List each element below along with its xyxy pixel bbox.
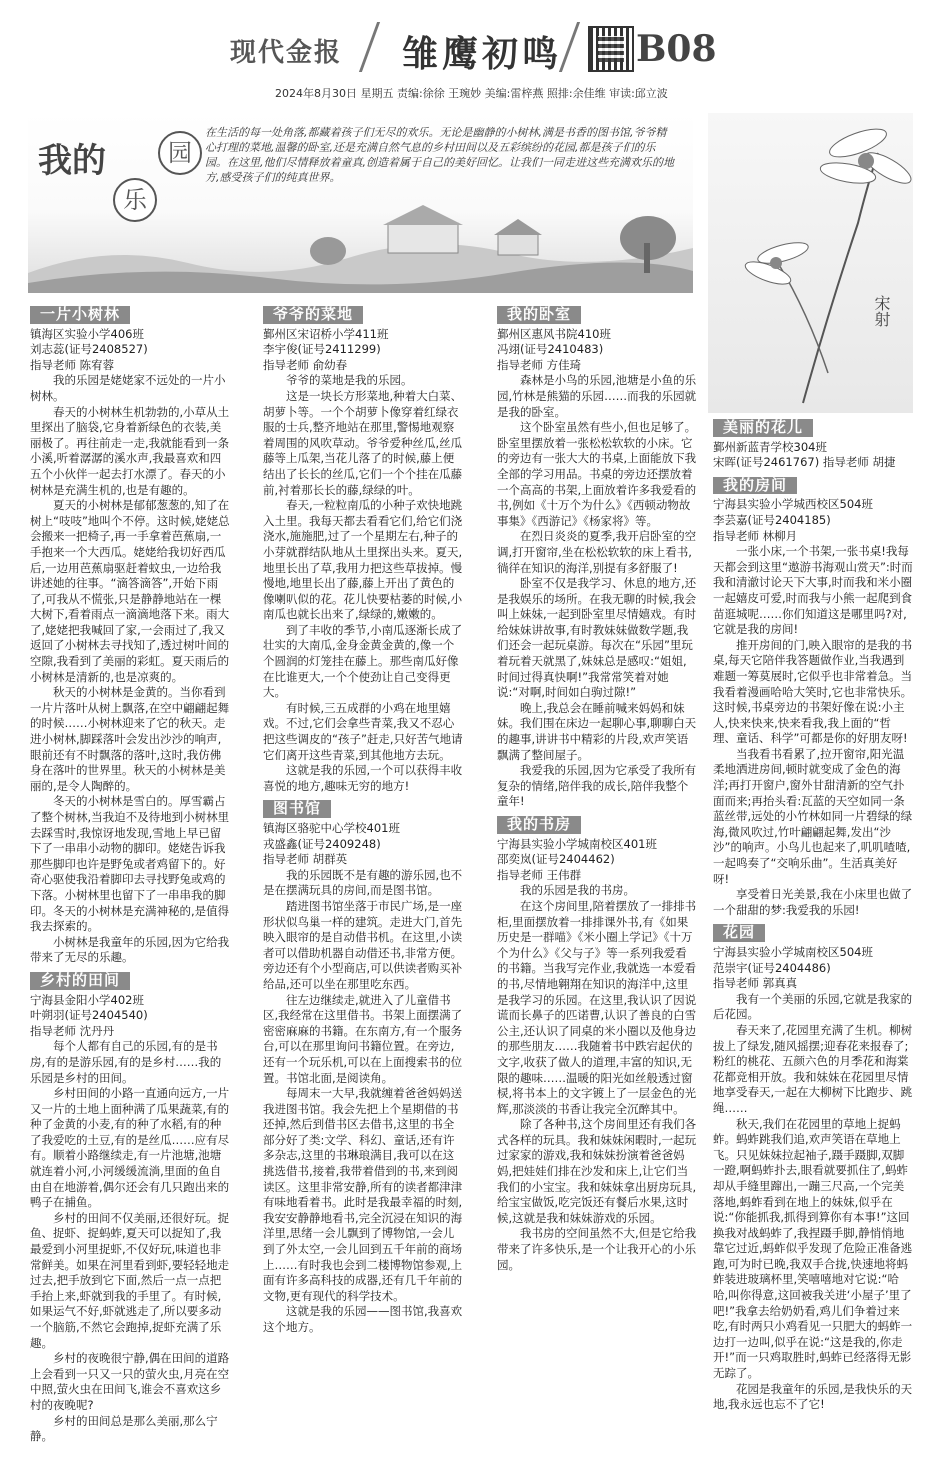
newspaper-name: 现代金报 — [230, 38, 343, 68]
paragraph: 我的乐园既不是有趣的游乐园,也不是在摆满玩具的房间,而是图书馆。 — [263, 867, 463, 898]
paragraph: 在烈日炎炎的夏季,我开启卧室的空调,打开窗帘,坐在松松软软的床上看书,徜徉在知识的海洋,别提有多舒服了! — [497, 529, 697, 575]
paragraph: 这是一块长方形菜地,种着大白菜、胡萝卜等。一个个胡萝卜像穿着红绿衣服的士兵,整齐地站在那里,警惕地观察着周围的风吹草动。爷爷爱种丝瓜,丝瓜藤等上瓜架,当花儿落了的时候,藤上便结出了长长的丝瓜,它们一个个挂在瓜藤前,衬着那长长的藤,绿绿的叶。 — [263, 388, 463, 497]
banner-title: 我的 — [38, 141, 106, 181]
paragraph: 除了各种书,这个房间里还有我们各式各样的玩具。我和妹妹闲暇时,一起玩过家家的游戏,我和妹妹扮演着爸爸妈妈,把娃娃们排在沙发和床上,让它们当我们的小宝宝。我和妹妹拿出厨房玩具,给宝宝做饭,吃完饭还有餐后水果,这时候,这就是我和妹妹游戏的乐园。 — [497, 1117, 697, 1225]
paragraph: 这就是我的乐园——图书馆,我喜欢这个地方。 — [263, 1304, 463, 1334]
paragraph: 秋天,我们在花园里的草地上捉蚂蚱。蚂蚱跳我们追,欢声笑语在草地上飞。只见妹妹拉起袖子,蹑手蹑脚,双脚一蹬,啊蚂蚱扑去,眼看就要抓住了,蚂蚱却从手缝里蹿出,一蹦三尺高,一个完美落地,蚂蚱看到在地上的妹妹,似乎在说:“你能抓我,抓得到算你有本事!”这回换我对战蚂蚱了,我捏蹑手脚,静悄悄地靠它过近,蚂蚱似乎发现了危险正准备逃跑,可为时已晚,我双手合拢,快速地将蚂蚱装进玻璃杯里,笑嘻嘻地对它说:“哈哈,叫你得意,这回被我关进‘小屋子’里了吧!”我拿去给奶奶看,鸡儿们争着过来吃,有时两只小鸡看见一只肥大的蚂蚱一边打一边叫,似乎在说:“这是我的,你走开!”而一只鸡取胜时,蚂蚱已经落得无影无踪了。 — [713, 1116, 913, 1381]
school: 鄞州新蓝青学校304班 — [713, 439, 827, 454]
page-number: B08 — [636, 28, 717, 70]
teacher: 指导老师 王伟群 — [497, 867, 582, 882]
paragraph: 享受着日光美景,我在小床里也做了一个甜甜的梦:我爱我的乐园! — [713, 887, 913, 917]
column-1 — [30, 300, 230, 1445]
author: 刘志蕊(证号2408527) — [30, 342, 148, 357]
teacher: 指导老师 沈丹丹 — [30, 1023, 115, 1038]
paragraph: 到了丰收的季节,小南瓜逐渐长成了壮实的大南瓜,金身金黄金黄的,像一个个圆润的灯笼挂在藤上。那些南瓜好像在比谁更大,一个个使劲让自己变得更大。 — [263, 622, 463, 700]
paragraph: 秋天的小树林是金黄的。当你看到一片片落叶从树上飘落,在空中翩翩起舞的时候……小树林迎来了它的秋天。走进小树林,脚踩落叶会发出沙沙的响声,眼前还有不时飘落的落叶,这时,我仿佛身在落叶的世界里。秋天的小树林是美丽的,是令人陶醉的。 — [30, 685, 230, 793]
divider — [359, 22, 380, 72]
paragraph: 春天来了,花园里充满了生机。柳树拔上了绿发,随风摇摆;迎春花来报春了;粉红的桃花、五颜六色的月季花和海棠花都竞相开放。我和妹妹在花园里尽情地享受春天,一起在大柳树下比跑步、跳绳…… — [713, 1022, 913, 1115]
paragraph: 乡村的夜晚很宁静,偶在田间的道路上会看到一只又一只的萤火虫,月亮在空中照,萤火虫在田间飞,谁会不喜欢这乡村的夜晚呢? — [30, 1351, 230, 1412]
paragraph: 往左边继续走,就进入了儿童借书区,我经常在这里借书。书架上面摆满了密密麻麻的书籍。在东南方,有一个服务台,可以在那里询问书籍位置。在旁边,还有一个玩乐机,可以在上面搜索书的位置。书馆北面,是阅读角。 — [263, 992, 463, 1085]
paragraph: 卧室不仅是我学习、休息的地方,还是我娱乐的场所。在我无聊的时候,我会叫上妹妹,一起到卧室里尽情嬉戏。有时给妹妹讲故事,有时教妹妹做数学题,我们还会一起玩桌游。每次在“乐园”里玩着玩着天就黑了,妹妹总是感叹:“姐姐,时间过得真快啊!”我常常笑着对她说:“对啊,时间如白驹过隙!” — [497, 576, 697, 700]
paragraph: 晚上,我总会在睡前喊来妈妈和妹妹。我们围在床边一起聊心事,聊聊白天的趣事,讲讲书中精彩的片段,欢声笑语飘满了整间屋子。 — [497, 700, 697, 762]
paragraph: 推开房间的门,映入眼帘的是我的书桌,每天它陪伴我答题做作业,当我遇到难题一筹莫展时,它似乎也非常着急。当我看着漫画哈哈大笑时,它也非常快乐。这时候,书桌旁边的书架好像在说:小主人,快来快来,快来看我,我上面的“哲理、童话、科学”可都是你的好朋友呀! — [713, 637, 913, 746]
article-title: 爷爷的菜地 — [263, 306, 363, 324]
school: 镇海区骆驼中心学校401班 — [263, 821, 400, 835]
banner-title-char: 乐 — [113, 178, 157, 222]
author: 李芸嘉(证号2404185) — [713, 512, 831, 527]
paragraph: 爷爷的菜地是我的乐园。 — [286, 373, 413, 388]
author: 邵奕岚(证号2404462) — [497, 852, 615, 867]
paragraph: 这就是我的乐园,一个可以获得丰收喜悦的地方,趣味无穷的地方! — [263, 763, 463, 793]
paragraph: 森林是小鸟的乐园,池塘是小鱼的乐园,竹林是熊猫的乐园……而我的乐园就是我的卧室。 — [497, 373, 697, 419]
teacher: 指导老师 俞幼春 — [263, 357, 348, 372]
paragraph: 乡村的田间不仅美丽,还很好玩。捉鱼、捉虾、捉蚂蚱,夏天可以捉知了,我最爱到小河里捉虾,不仅好玩,味道也非常鲜美。如果在河里看到虾,要轻轻地走过去,把手放到它下面,然后一点一点把手抬上来,虾就到我的手里了。有时候,如果运气不好,虾就逃走了,所以要多动一个脑筋,不然它会跑掉,捉虾充满了乐趣。 — [30, 1210, 230, 1350]
author: 范崇宇(证号2404486) — [713, 960, 831, 975]
paragraph: 每个人都有自己的乐园,有的是书房,有的是游乐园,有的是乡村……我的乐园是乡村的田间。 — [30, 1039, 222, 1085]
banner-title-char: 园 — [158, 131, 202, 175]
teacher: 指导老师 陈宥蓉 — [30, 357, 115, 372]
article-title: 美丽的花儿 — [713, 419, 813, 437]
paragraph: 踏进图书馆坐落于市民广场,是一座形状似鸟巢一样的建筑。走进大门,首先映入眼帘的是自动借书机。在这里,小读者可以借助机器自动借还书,非常方便。旁边还有个小型商店,可以供读者购买补给品,还可以坐在那里吃东西。 — [263, 898, 463, 991]
paragraph: 冬天的小树林是雪白的。厚雪霸占了整个树林,当我迫不及待地到小树林里去踩雪时,我惊讶地发现,雪地上早已留下了一串串小动物的脚印。姥姥告诉我那些脚印也许是野兔或者鸡留下的。好奇心驱使我沿着脚印去寻找野兔或鸡的下落。小树林里也留下了一串串我的脚印。冬天的小树林是充满神秘的,是值得我去探索的。 — [30, 794, 230, 934]
paragraph: 乡村的田间总是那么美丽,那么宁静。 — [30, 1413, 218, 1444]
editor-meta-line: 2024年8月30日 星期五 责编:徐徐 王琬妙 美编:雷梓燕 照排:余佳维 审读:邱立波 — [275, 87, 668, 100]
paragraph: 这个卧室虽然有些小,但也足够了。卧室里摆放着一张松松软软的小床。它的旁边有一张大大的书桌,上面能放下我全部的学习用品。书桌的旁边还摆放着一个高高的书架,上面放着许多我爱看的书,例如《十万个为什么》《西顿动物故事集》《西游记》《杨家将》等。 — [497, 420, 697, 528]
painting-signature: 宋射 — [872, 295, 891, 327]
paragraph: 一张小床,一个书架,一张书桌!我每天都会到这里“遨游书海观山赏天”:时而我和清澈讨论天下大事,时而我和米小圈一起嬉皮可爱,时而我与小熊一起爬到食苗逛城呢……你们知道这是哪里吗?对,它就是我的房间! — [713, 544, 913, 637]
column-3 — [497, 300, 697, 1273]
school: 鄞州区宋诏桥小学411班 — [263, 326, 389, 341]
teacher: 指导老师 胡群英 — [263, 852, 348, 867]
divider — [559, 22, 580, 72]
paragraph: 我爱我的乐园,因为它承受了我所有复杂的情绪,陪伴我的成长,陪伴我整个童年! — [497, 763, 697, 809]
paragraph: 小树林是我童年的乐园,因为它给我带来了无尽的乐趣。 — [30, 934, 230, 965]
author: 戎盛鑫(证号2409248) — [263, 836, 381, 851]
article-title: 乡村的田间 — [30, 972, 130, 990]
school: 宁海县实验小学城西校区504班 — [713, 497, 873, 512]
paragraph: 我的乐园是姥姥家不远处的一片小树林。 — [30, 373, 226, 403]
paragraph: 我书房的空间虽然不大,但是它给我带来了许多快乐,是一个让我开心的小乐园。 — [497, 1226, 697, 1272]
author: 冯翊(证号2410483) — [497, 342, 604, 357]
article-title: 我的房间 — [713, 477, 797, 495]
article-title: 我的书房 — [497, 816, 581, 834]
paragraph: 夏天的小树林是郁郁葱葱的,知了在树上“吱吱”地叫个不停。这时候,姥姥总会搬来一把椅子,再一手拿着芭蕉扇,一手抱来一个大西瓜。姥姥给我切好西瓜后,一边用芭蕉扇驱赶着蚊虫,一边给我讲述她的往事。“滴答滴答”,开始下雨了,可我从不慌张,只是静静地站在一棵大树下,看着雨点一滴滴地落下来。雨大了,姥姥把我喊回了家,一会雨过了,我又返回了小树林去寻找知了,透过树叶间的空隙,我看到了美丽的彩虹。夏天雨后的小树林是清新的,也是凉爽的。 — [30, 498, 230, 684]
banner-intro-text: 在生活的每一处角落,都藏着孩子们无尽的欢乐。无论是幽静的小树林,满是书香的图书馆,爷爷精心打理的菜地,温馨的卧室,还是充满自然气息的乡村田间以及五彩缤纷的花园,都是孩子们的乐园。在这里,他们尽情释放着童真,创造着属于自己的美好回忆。让我们一同走进这些充满欢乐的地方,感受孩子们的纯真世界。 — [205, 126, 674, 184]
school: 宁海县金阳小学402班 — [30, 992, 144, 1007]
school: 镇海区实验小学406班 — [30, 326, 144, 341]
paragraph: 乡村田间的小路一直通向远方,一片又一片的土地上面种满了瓜果蔬菜,有的种了金黄的小麦,有的种了水稻,有的种了我爱吃的土豆,有的是丝瓜……应有尽有。顺着小路继续走,有一片池塘,池塘就连着小河,小河缓缓流淌,里面的鱼自由自在地游着,偶尔还会有几只跑出来的鸭子在捕鱼。 — [30, 1086, 230, 1210]
paragraph: 花园是我童年的乐园,是我快乐的天地,我永远也忘不了它! — [713, 1381, 913, 1412]
school: 宁海县实验小学城南校区401班 — [497, 836, 657, 851]
paragraph: 有时候,三五成群的小鸡在地里嬉戏。不过,它们会拿些青菜,我又不忍心把这些调皮的“孩子”赶走,只好苦气地请它们离开这些青菜,到其他地方去玩。 — [263, 700, 463, 762]
author: 宋晖(证号2461767) 指导老师 胡捷 — [713, 455, 896, 470]
author: 叶朔羽(证号2404540) — [30, 1008, 148, 1023]
article-title: 我的卧室 — [497, 306, 581, 324]
section-title: 雏鹰初鸣 — [402, 34, 563, 75]
column-2 — [263, 300, 463, 1336]
paragraph: 春天,一粒粒南瓜的小种子欢快地跳入土里。我每天都去看看它们,给它们浇浇水,施施肥,过了一个星期左右,种子的小芽就群结队地从土里探出头来。夏天,地里长出了草,我用力把这些草拔掉。慢慢地,地里长出了藤,藤上开出了黄色的像喇叭似的花。花儿快要枯萎的时候,小南瓜也就长出来了,绿绿的,嫩嫩的。 — [263, 498, 463, 622]
article-title: 图书馆 — [263, 800, 331, 818]
paragraph: 春天的小树林生机勃勃的,小草从土里探出了脑袋,它身着新绿色的衣装,美丽极了。再往前走一走,我就能看到一条小溪,听着潺潺的溪水声,我最喜欢和四五个小伙伴一起去打水漂了。春天的小树林是充满生机的,也是有趣的。 — [30, 404, 230, 497]
paragraph: 我有一个美丽的乐园,它就是我家的后花园。 — [713, 991, 913, 1022]
school: 宁海县实验小学城南校区504班 — [713, 945, 873, 959]
masthead — [0, 0, 934, 80]
paragraph: 每周末一大早,我就缠着爸爸妈妈送我进图书馆。我会先把上个星期借的书还掉,然后到借书区去借书,这里的书全部分好了类:文学、科幻、童话,还有许多杂志,这里的书琳琅满目,我可以在这挑选借书,接着,我带着借到的书,来到阅读区。这里非常安静,所有的读者都津津有味地看着书。此时是我最幸福的时刻,我安安静静地看书,完全沉浸在知识的海洋里,思绪一会儿飘到了博物馆,一会儿到了外太空,一会儿回到五千年前的商场上……有时我也会到二楼博物馆参观,上面有许多高科技的成器,还有几千年前的文物,更有现代的科学技术。 — [263, 1086, 463, 1303]
column-4 — [713, 413, 913, 1413]
author: 李宇俊(证号2411299) — [263, 342, 381, 357]
teacher: 指导老师 方佳琦 — [497, 357, 582, 372]
paragraph: 当我看书看累了,拉开窗帘,阳光温柔地洒进房间,顿时就变成了金色的海洋;再打开窗户,窗外甘甜清新的空气扑面而来;再抬头看:瓦蓝的天空如同一条蓝丝带,远处的小竹林如同一片碧绿的绿海,微风吹过,竹叶翩翩起舞,发出“沙沙”的响声。小鸟儿也起来了,叽叽喳喳,一起鸣奏了“交响乐曲”。生活真美好呀! — [713, 746, 913, 886]
qr-code-icon — [588, 26, 634, 72]
flower-painting — [708, 113, 913, 413]
teacher: 指导老师 林柳月 — [713, 528, 798, 543]
paragraph: 在这个房间里,陪着摆放了一排排书柜,里面摆放着一排排课外书,有《如果历史是一群喵》《米小圈上学记》《十万个为什么》《父与子》等一系列我爱看的书籍。当我写完作业,我就选一本爱看的书,尽情地翱翔在知识的海洋中,这里是我学习的乐园。在这里,我认识了因说谎而长鼻子的匹诺曹,认识了善良的白雪公主,还认识了同桌的米小圈以及他身边的那些朋友……我随着书中跌宕起伏的文字,收获了做人的道理,丰富的知识,无限的趣味……温暖的阳光如丝般透过窗棂,将书本上的文字镀上了一层金色的光辉,那淡淡的书香让我完全沉醉其中。 — [497, 898, 697, 1116]
article-title: 一片小树林 — [30, 306, 130, 324]
paragraph: 我的乐园是我的书房。 — [520, 883, 635, 898]
teacher: 指导老师 郭真真 — [713, 976, 798, 991]
article-title: 花园 — [713, 924, 765, 942]
school: 鄞州区惠风书院410班 — [497, 326, 611, 341]
landscape-illustration — [28, 203, 693, 293]
